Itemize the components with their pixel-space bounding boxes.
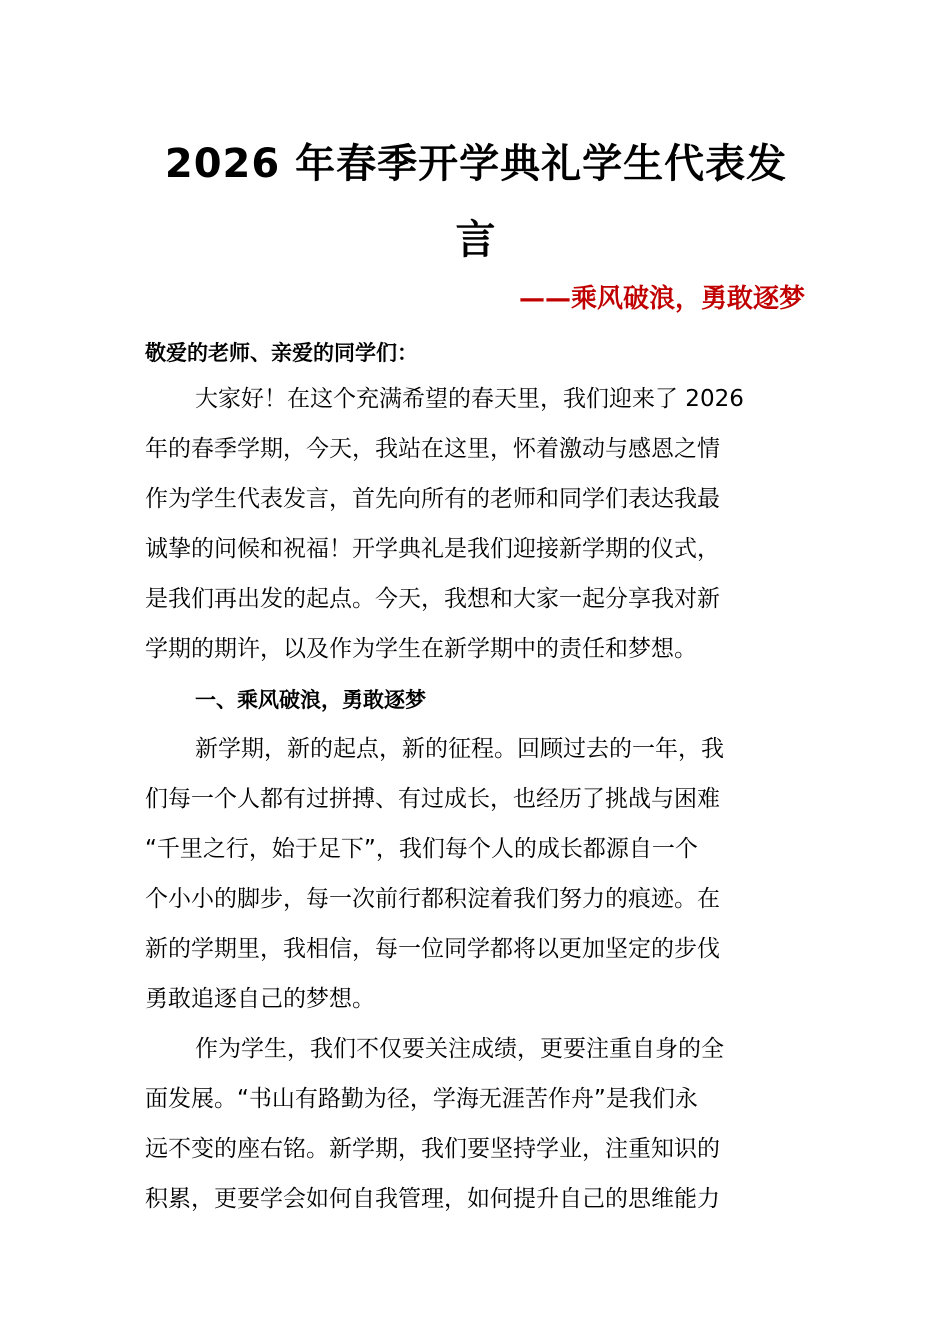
paragraph-line: 大家好！在这个充满希望的春天里，我们迎来了 2026 — [195, 386, 744, 412]
document-title-line-1: 2026 年春季开学典礼学生代表发 — [164, 141, 788, 187]
paragraph-line: 积累，更要学会如何自我管理，如何提升自己的思维能力 — [145, 1186, 720, 1212]
paragraph-line: 新的学期里，我相信，每一位同学都将以更加坚定的步伐 — [145, 936, 720, 962]
paragraph-line: 新学期，新的起点，新的征程。回顾过去的一年，我 — [195, 736, 724, 762]
paragraph-line: 面发展。“书山有路勤为径，学海无涯苦作舟”是我们永 — [145, 1086, 698, 1112]
paragraph-line: 们每一个人都有过拼搏、有过成长，也经历了挑战与困难 — [145, 786, 720, 812]
paragraph-line: 诚挚的问候和祝福！开学典礼是我们迎接新学期的仪式， — [145, 536, 720, 562]
document-title-line-2: 言 — [455, 217, 497, 263]
paragraph-line: 勇敢追逐自己的梦想。 — [145, 986, 375, 1012]
paragraph-line: 作为学生，我们不仅要关注成绩，更要注重自身的全 — [195, 1036, 724, 1062]
paragraph-line: 年的春季学期，今天，我站在这里，怀着激动与感恩之情 — [145, 436, 720, 462]
paragraph-line: 是我们再出发的起点。今天，我想和大家一起分享我对新 — [145, 586, 720, 612]
paragraph-line: 个小小的脚步，每一次前行都积淀着我们努力的痕迹。在 — [145, 886, 720, 912]
document-subtitle: ——乘风破浪，勇敢逐梦 — [518, 284, 805, 314]
paragraph-line: “千里之行，始于足下”，我们每个人的成长都源自一个 — [145, 836, 698, 862]
salutation: 敬爱的老师、亲爱的同学们： — [145, 341, 418, 365]
document-page — [145, 0, 807, 1344]
paragraph-line: 作为学生代表发言，首先向所有的老师和同学们表达我最 — [145, 486, 720, 512]
section-heading: 一、乘风破浪，勇敢逐梦 — [195, 688, 426, 712]
paragraph-line: 学期的期许，以及作为学生在新学期中的责任和梦想。 — [145, 636, 697, 662]
paragraph-line: 远不变的座右铭。新学期，我们要坚持学业，注重知识的 — [145, 1136, 720, 1162]
